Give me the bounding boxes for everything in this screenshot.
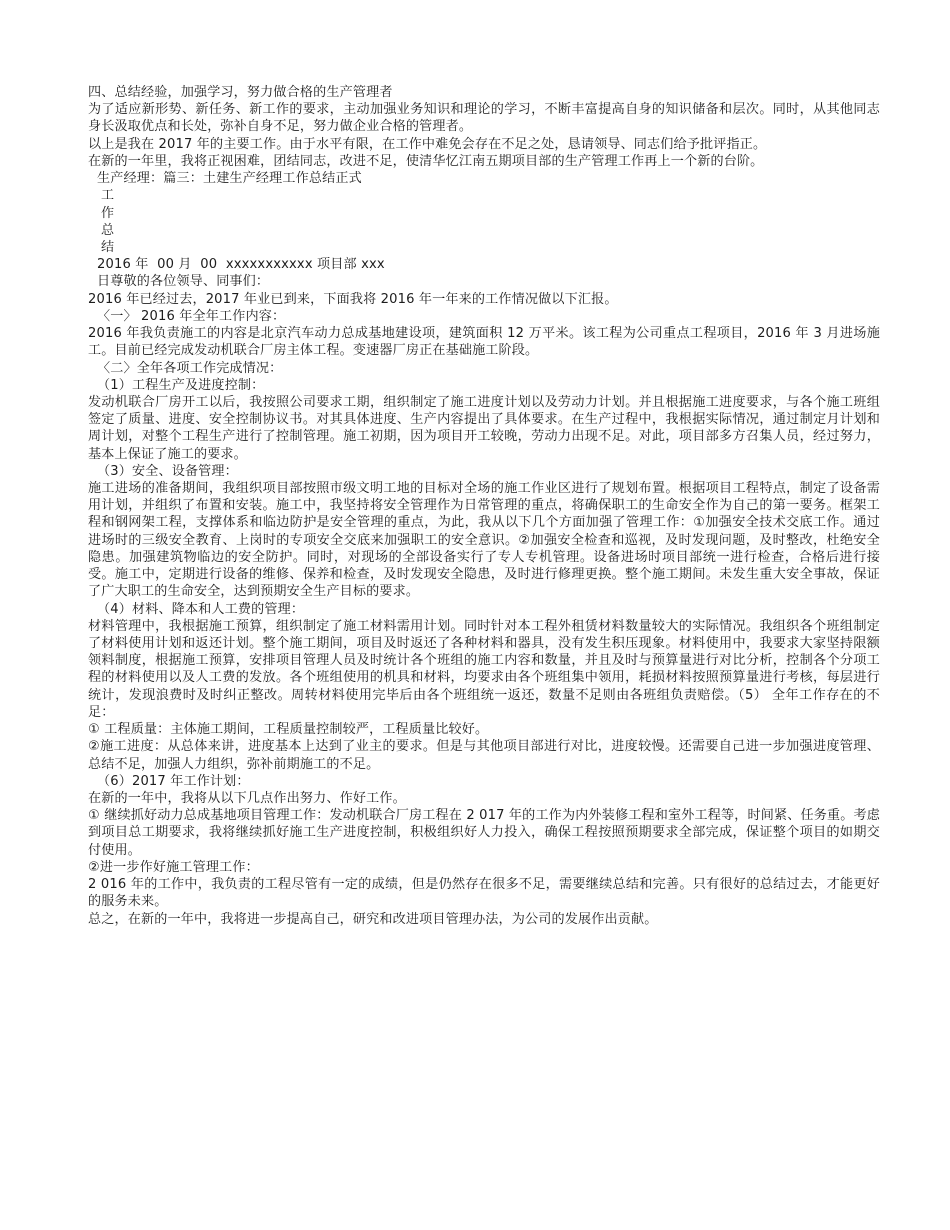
heading-article-three-title: 生产经理：篇三：土建生产经理工作总结正式 (97, 171, 362, 187)
title-char-gong: 工 (101, 188, 115, 204)
paragraph-learning-improvement: 为了适应新形势、新任务、新工作的要求，主动加强业务知识和理论的学习，不断丰富提高自身的知识储备和层次。同时，从其他同志身长汲取优点和长处，弥补自身不足，努力做企业合格的管理者。 (88, 102, 880, 135)
heading-section-four: 四、总结经验，加强学习，努力做合格的生产管理者 (88, 85, 393, 100)
title-char-zuo: 作 (101, 205, 115, 221)
heading-item-4-materials-cost: （4）材料、降本和人工费的管理： (97, 601, 305, 617)
heading-section-two: 〈二〉全年各项工作完成情况： (97, 360, 283, 376)
heading-item-3-safety-equipment: （3）安全、设备管理： (97, 463, 238, 479)
paragraph-new-year-approach: 在新的一年中，我将从以下几点作出努力、作好工作。 (88, 790, 406, 806)
paragraph-project-scope: 2016 年我负责施工的内容是北京汽车动力总成基地建设项，建筑面积 12 万平米。该工程为公司重点工程项目，2016 年 3 月进场施工。目前已经完成发动机联合厂房主体工程。变速器厂房正在基础施工阶段。 (88, 326, 880, 359)
paragraph-report-intro: 2016 年已经过去，2017 年业已到来，下面我将 2016 年一年来的工作情况做以下汇报。 (88, 291, 618, 307)
heading-item-6-2017-plan: （6）2017 年工作计划： (97, 773, 250, 789)
paragraph-shortcoming-quality: ① 工程质量：主体施工期间，工程质量控制较严，工程质量比较好。 (88, 722, 489, 738)
paragraph-new-year-resolve: 在新的一年里，我将正视困难，团结同志，改进不足，使清华忆江南五期项目部的生产管理工作再上一个新的台阶。 (88, 153, 764, 169)
paragraph-plan-point-two-heading: ②进一步作好施工管理工作： (88, 859, 259, 875)
paragraph-plan-point-one: ① 继续抓好动力总成基地项目管理工作：发动机联合厂房工程在 2 017 年的工作为内外装修工程和室外工程等，时间紧、任务重。考虑到项目总工期要求，我将继续抓好施工生产进度控制，积极组织好人力投入，确保工程按照预期要求全部完成，保证整个项目的如期交付使用。 (88, 808, 880, 858)
paragraph-conclusion: 总之，在新的一年中，我将进一步提高自己，研究和改进项目管理办法，为公司的发展作出贡献。 (88, 911, 658, 927)
salutation-line: 日尊敬的各位领导、同事们： (97, 274, 270, 290)
document-body (88, 84, 880, 928)
paragraph-materials-cost-management: 材料管理中，我根据施工预算，组织制定了施工材料需用计划。同时针对本工程外租赁材料数量较大的实际情况。我组织各个班组制定了材料使用计划和返还计划。整个施工期间，项目及时返还了各种材料和器具，没有发生积压现象。材料使用中，我要求大家坚持限额领料制度，根据施工预算，安排项目管理人员及时统计各个班组的施工内容和数量，并且及时与预算量进行对比分析，控制各个分项工程的材料使用以及人工费的发放。各个班组使用的机具和材料，均要求由各个班组集中领用，耗损材料按照预算量进行考核，每层进行统计，发现浪费时及时纠正整改。周转材料使用完毕后由各个班组统一返还，数量不足则由各班组负责赔偿。（5） 全年工作存在的不足： (88, 618, 880, 720)
heading-item-1-production-schedule: （1）工程生产及进度控制： (97, 377, 265, 393)
paragraph-plan-point-two-body: 2 016 年的工作中，我负责的工程尽管有一定的成绩，但是仍然存在很多不足，需要继续总结和完善。只有很好的总结过去，才能更好的服务未来。 (88, 877, 880, 910)
paragraph-2017-summary-closing: 以上是我在 2017 年的主要工作。由于水平有限，在工作中难免会存在不足之处，恳请领导、同志们给予批评指正。 (88, 136, 767, 152)
heading-section-one: 〈一〉 2016 年全年工作内容： (97, 308, 286, 324)
paragraph-shortcoming-schedule: ②施工进度：从总体来讲，进度基本上达到了业主的要求。但是与其他项目部进行对比，进度较慢。还需要自己进一步加强进度管理、总结不足，加强人力组织，弥补前期施工的不足。 (88, 739, 880, 772)
paragraph-production-schedule-control: 发动机联合厂房开工以后，我按照公司要求工期，组织制定了施工进度计划以及劳动力计划。并且根据施工进度要求，与各个施工班组签定了质量、进度、安全控制协议书。对其具体进度、生产内容提出了具体要求。在生产过程中，我根据实际情况，通过制定月计划和周计划，对整个工程生产进行了控制管理。施工初期，因为项目开工较晚，劳动力出现不足。对此，项目部多方召集人员，经过努力，基本上保证了施工的要求。 (88, 394, 880, 462)
title-char-zong: 总 (101, 222, 115, 238)
title-char-jie: 结 (101, 239, 115, 255)
date-and-project-line: 2016 年 00 月 00 xxxxxxxxxxx 项目部 xxx (97, 257, 385, 273)
paragraph-safety-equipment-management: 施工进场的准备期间，我组织项目部按照市级文明工地的目标对全场的施工作业区进行了规划布置。根据项目工程特点，制定了设备需用计划，并组织了布置和安装。施工中，我坚持将安全管理作为日常管理的重点，将确保职工的生命安全作为自己的第一要务。框架工程和钢网架工程，支撑体系和临边防护是安全管理的重点，为此，我从以下几个方面加强了管理工作：①加强安全技术交底工作。通过进场时的三级安全教育、上岗时的专项安全交底来加强职工的安全意识。②加强安全检查和巡视，及时发现问题，及时整改，杜绝安全隐患。加强建筑物临边的安全防护。同时，对现场的全部设备实行了专人专机管理。设备进场时项目部统一进行检查，合格后进行接受。施工中，定期进行设备的维修、保养和检查，及时发现安全隐患，及时进行修理更换。整个施工期间。未发生重大安全事故，保证了广大职工的生命安全，达到预期安全生产目标的要求。 (88, 481, 880, 600)
